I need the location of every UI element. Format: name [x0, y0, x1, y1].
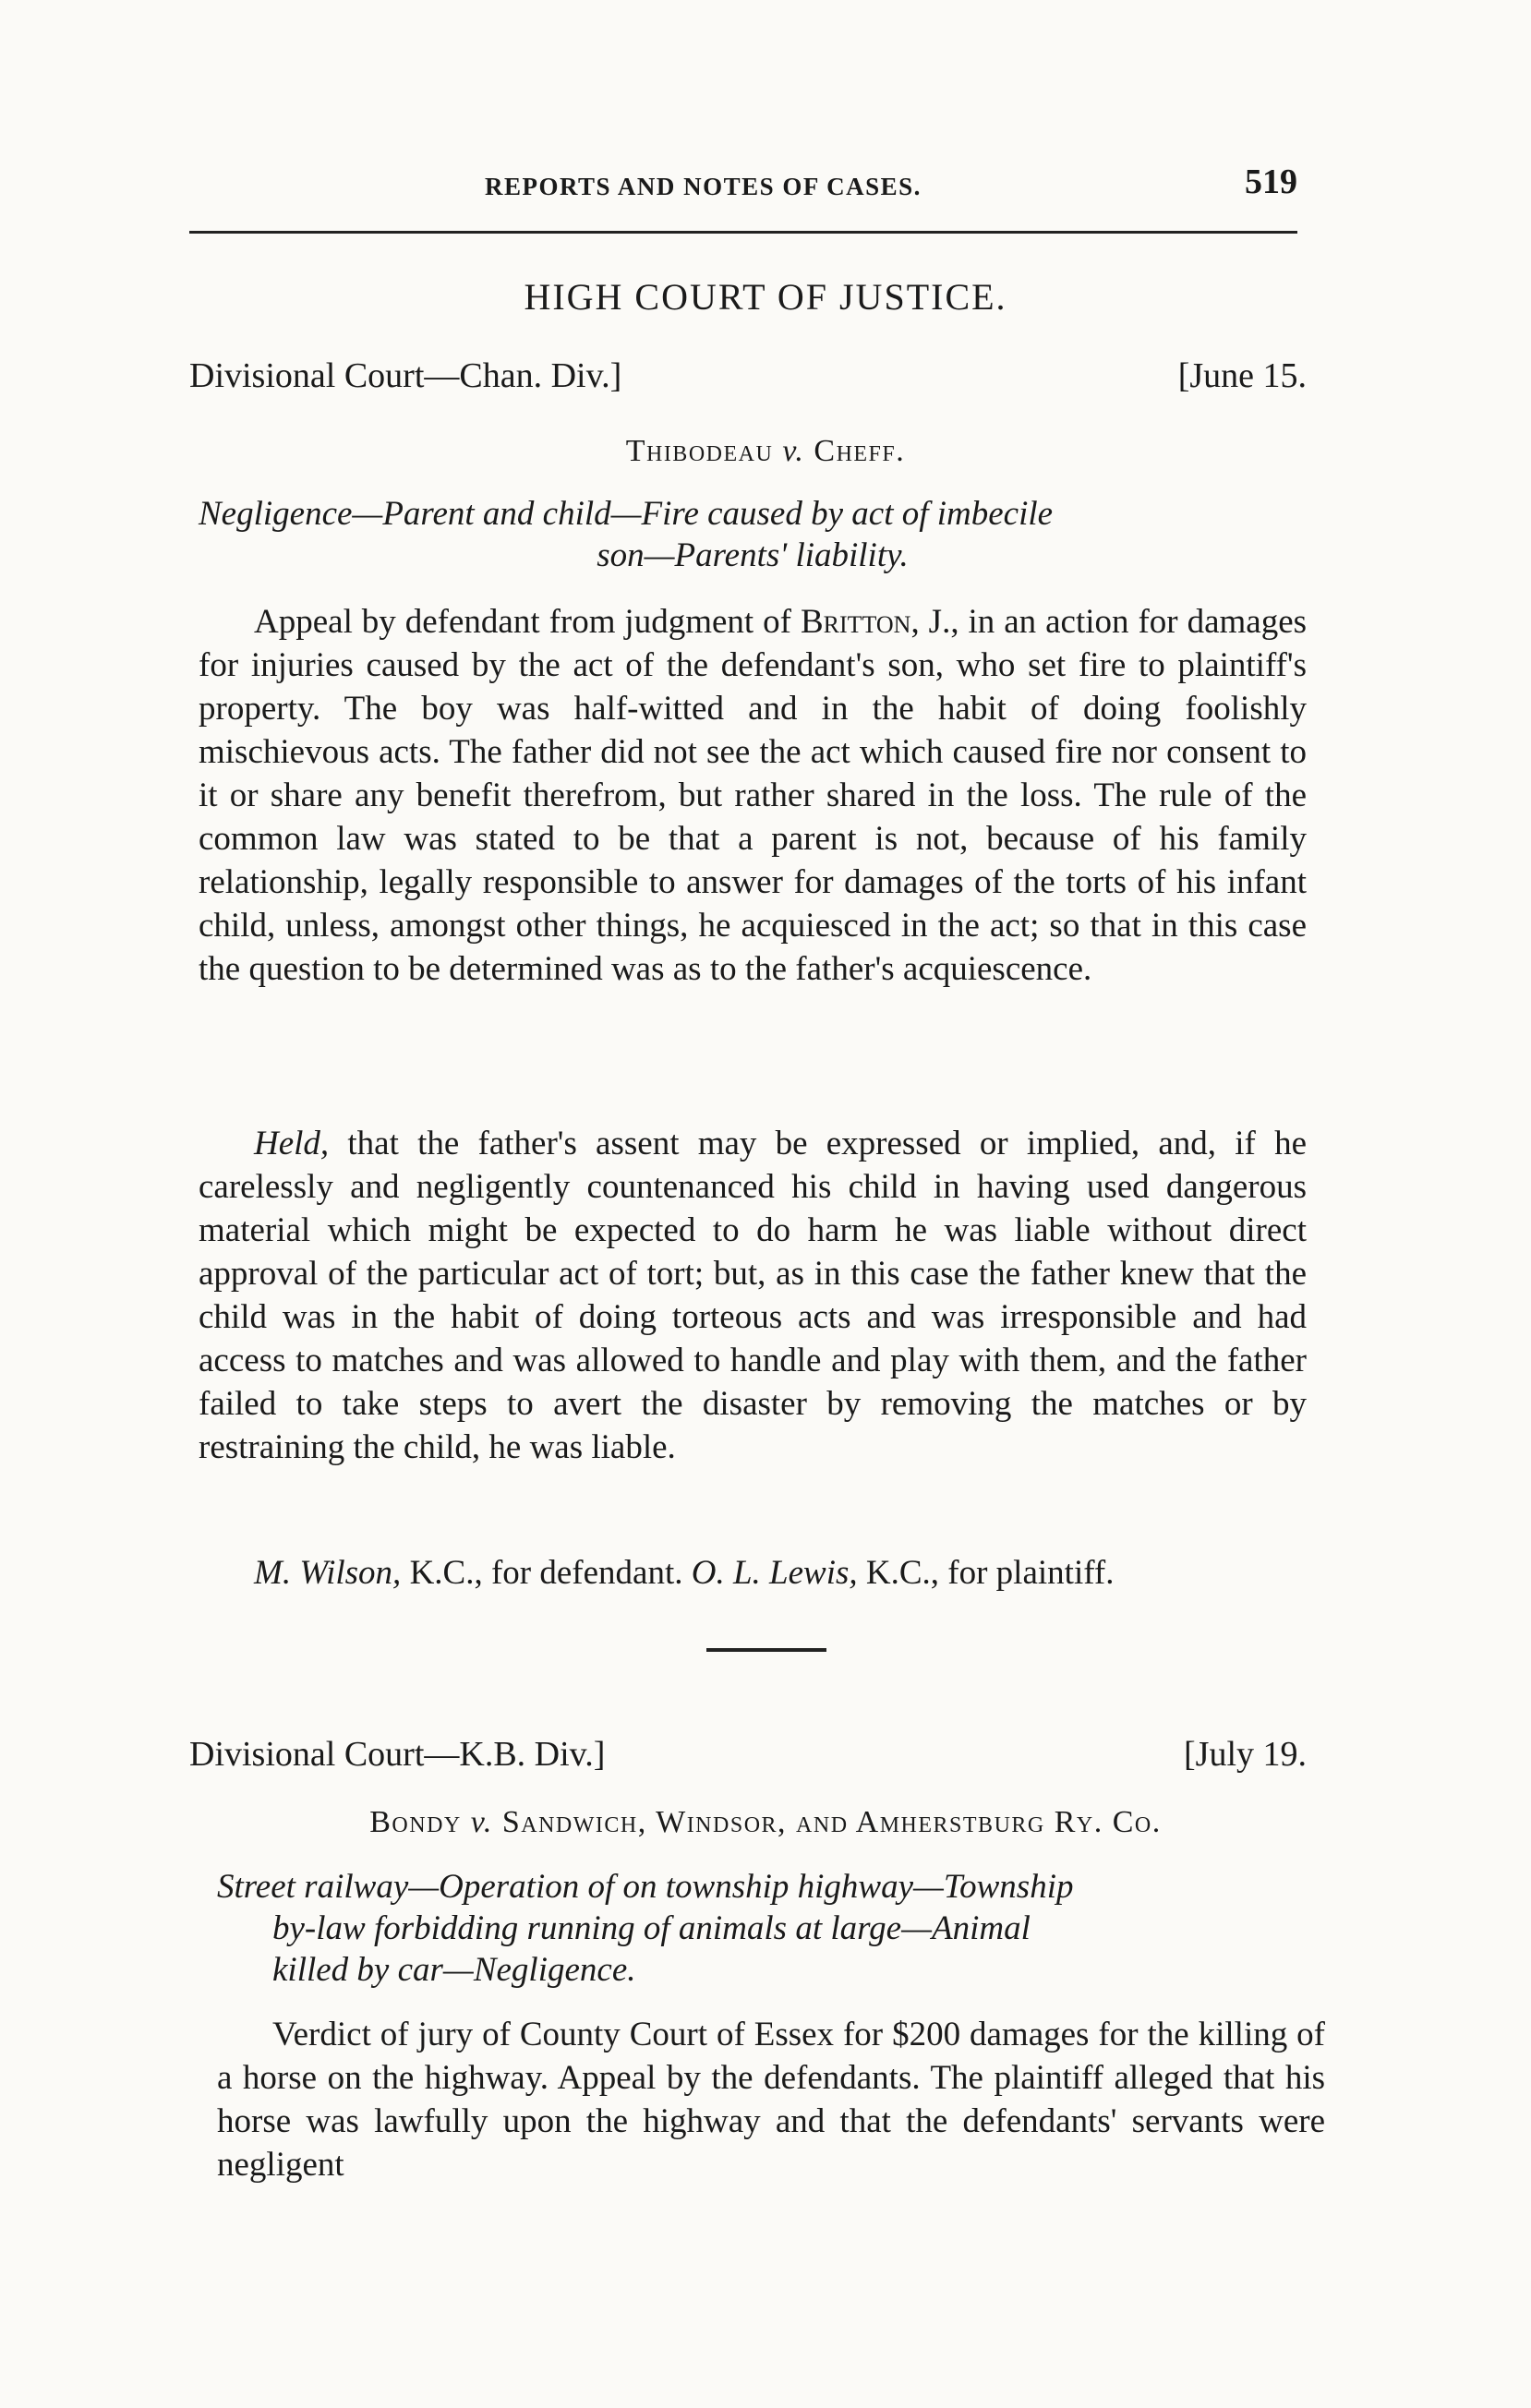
running-title: REPORTS AND NOTES OF CASES. [485, 173, 922, 200]
case1-paragraph-2 [199, 1122, 1307, 1469]
case1-date: [June 15. [1177, 356, 1307, 395]
case2-title [0, 1805, 1531, 1840]
case2-headnote-line2: by-law forbidding running of animals at large—Animal [272, 1909, 1031, 1947]
case1-held-text: that the father's assent may be expressed or implied, and, if he carelessly and negligently countenanced his child in having used dangerous material which might be expected to do harm he was liable without direct approval of the particular act of tort; but, as in this case the father knew that the child was in the habit of doing torteous acts and was irresponsible and had access to matches and was allowed to handle and play with them, and the father failed to take steps to avert the disaster by removing the matches or by restraining the child, he was liable. [199, 1125, 1307, 1466]
case2-court: Divisional Court—K.B. Div.] [189, 1735, 606, 1774]
case1-counsel1-name: M. Wilson, [254, 1554, 402, 1592]
court-title: HIGH COURT OF JUSTICE. [524, 276, 1007, 318]
page-number: 519 [1245, 163, 1297, 201]
case1-counsel1-role: K.C., for defendant. [401, 1554, 692, 1592]
case1-versus: v. [782, 434, 805, 468]
case2-plaintiff: Bondy [369, 1805, 462, 1839]
case1-counsel2-name: O. L. Lewis, [691, 1554, 858, 1592]
header-rule [189, 231, 1297, 234]
case1-court-line [189, 355, 1307, 407]
case2-paragraph-1: Verdict of jury of County Court of Essex for $200 damages for the killing of a horse on the highway. Appeal by the defendants. The plaintiff alleged that his horse was lawfully upon the highway and that the defendants' servants were negligent [217, 2016, 1325, 2184]
case1-held-label: Held, [254, 1125, 330, 1162]
case1-defendant: Cheff. [814, 434, 906, 468]
case2-versus: v. [470, 1805, 493, 1839]
case2-headnote-line1: Street railway—Operation of on township highway—Township [217, 1868, 1074, 1906]
case1-para1-start: Appeal by defendant from judgment of [254, 603, 791, 641]
case2-court-line [189, 1734, 1307, 1786]
running-head [189, 162, 1297, 217]
case2-headnote-line3: killed by car—Negligence. [272, 1951, 636, 1989]
case1-judge-name: Britton [800, 603, 911, 641]
case1-para1-rest: , J., in an action for damages for injuries caused by the act of the defendant's son, who set fire to plaintiff's property. The boy was half-witted and in the habit of doing foolishly mischievous acts. The father did not see the act which caused fire nor consent to it or share any benefit therefrom, but rather shared in the loss. The rule of the common law was stated to be that a parent is not, because of his family relationship, legally responsible to answer for damages of the torts of his infant child, unless, amongst other things, he acquiesced in the act; so that in this case the question to be determined was as to the father's acquiescence. [199, 603, 1308, 988]
case1-court: Divisional Court—Chan. Div.] [189, 356, 622, 395]
case2-defendant: Sandwich, Windsor, and Amherstburg Ry. Co. [501, 1805, 1162, 1839]
case1-counsel2-role: K.C., for plaintiff. [857, 1554, 1115, 1592]
case-separator-rule [706, 1648, 826, 1652]
case1-headnote-line1: Negligence—Parent and child—Fire caused by act of imbecile [199, 495, 1054, 533]
case1-plaintiff: Thibodeau [625, 434, 774, 468]
case1-paragraph-1 [199, 600, 1307, 991]
case1-counsel [199, 1551, 1307, 1595]
case2-date: [July 19. [1184, 1735, 1307, 1774]
case1-headnote-line2: son—Parents' liability. [597, 536, 909, 574]
case1-title [0, 434, 1531, 469]
